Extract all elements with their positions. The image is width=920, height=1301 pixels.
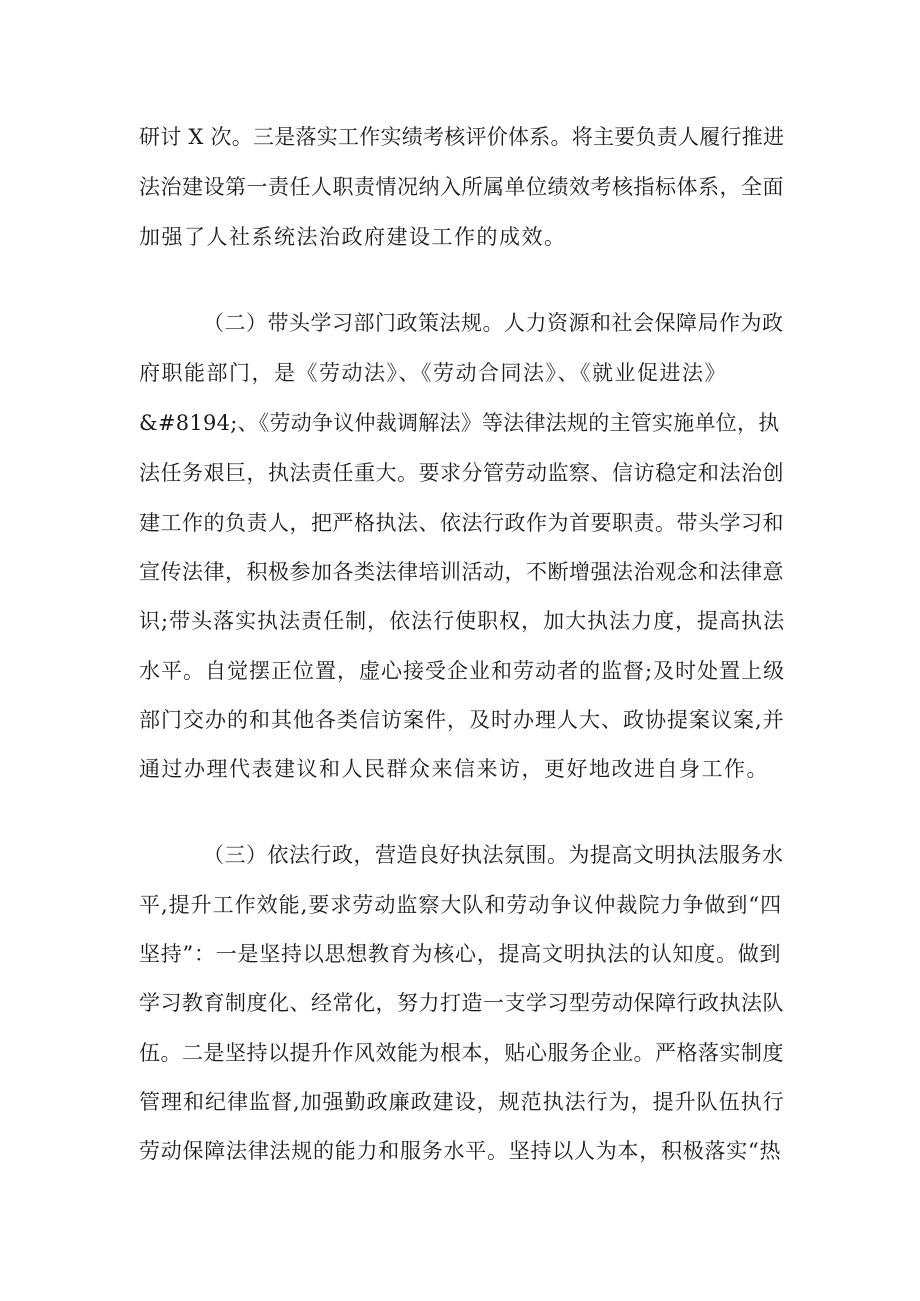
paragraph-line: &#8194;、《劳动争议仲裁调解法》等法律法规的主管实施单位，执 [139, 411, 780, 435]
paragraph-line: 识;带头落实执法责任制，依法行使职权，加大执法力度，提高执法 [139, 609, 786, 633]
paragraph-line: 宣传法律，积极参加各类法律培训活动，不断增强法治观念和法律意 [139, 560, 784, 584]
paragraph-line: （三）依法行政，营造良好执法氛围。为提高文明执法服务水 [203, 843, 784, 867]
paragraph-line: 劳动保障法律法规的能力和服务水平。坚持以人为本，积极落实“热 [139, 1139, 782, 1163]
paragraph-line: 通过办理代表建议和人民群众来信来访，更好地改进自身工作。 [139, 757, 769, 781]
paragraph-line: 部门交办的和其他各类信访案件，及时办理人大、政协提案议案,并 [139, 708, 785, 732]
paragraph-line: 法治建设第一责任人职责情况纳入所属单位绩效考核指标体系，全面 [139, 175, 784, 199]
paragraph-line: 伍。二是坚持以提升作风效能为根本，贴心服务企业。严格落实制度 [139, 1041, 784, 1065]
paragraph-line: 府职能部门，是《劳动法》、《劳动合同法》、《就业促进法》 [139, 361, 727, 385]
paragraph-line: 管理和纪律监督,加强勤政廉政建设，规范执法行为，提升队伍执行 [139, 1090, 785, 1114]
paragraph-line: 水平。自觉摆正位置，虚心接受企业和劳动者的监督;及时处置上级 [139, 659, 786, 683]
paragraph-line: 法任务艰巨，执法责任重大。要求分管劳动监察、信访稳定和法治创 [139, 461, 784, 485]
paragraph-line: 平,提升工作效能,要求劳动监察大队和劳动争议仲裁院力争做到“四 [139, 893, 783, 917]
paragraph-line: 建工作的负责人，把严格执法、依法行政作为首要职责。带头学习和 [139, 511, 784, 535]
paragraph-line: 加强了人社系统法治政府建设工作的成效。 [139, 225, 567, 249]
paragraph-line: 坚持”：一是坚持以思想教育为核心，提高文明执法的认知度。做到 [139, 942, 782, 966]
paragraph-line: 学习教育制度化、经常化，努力打造一支学习型劳动保障行政执法队 [139, 991, 784, 1015]
paragraph-line: （二）带头学习部门政策法规。人力资源和社会保障局作为政 [203, 311, 784, 335]
paragraph-line: 研讨 X 次。三是落实工作实绩考核评价体系。将主要负责人履行推进 [139, 125, 785, 149]
